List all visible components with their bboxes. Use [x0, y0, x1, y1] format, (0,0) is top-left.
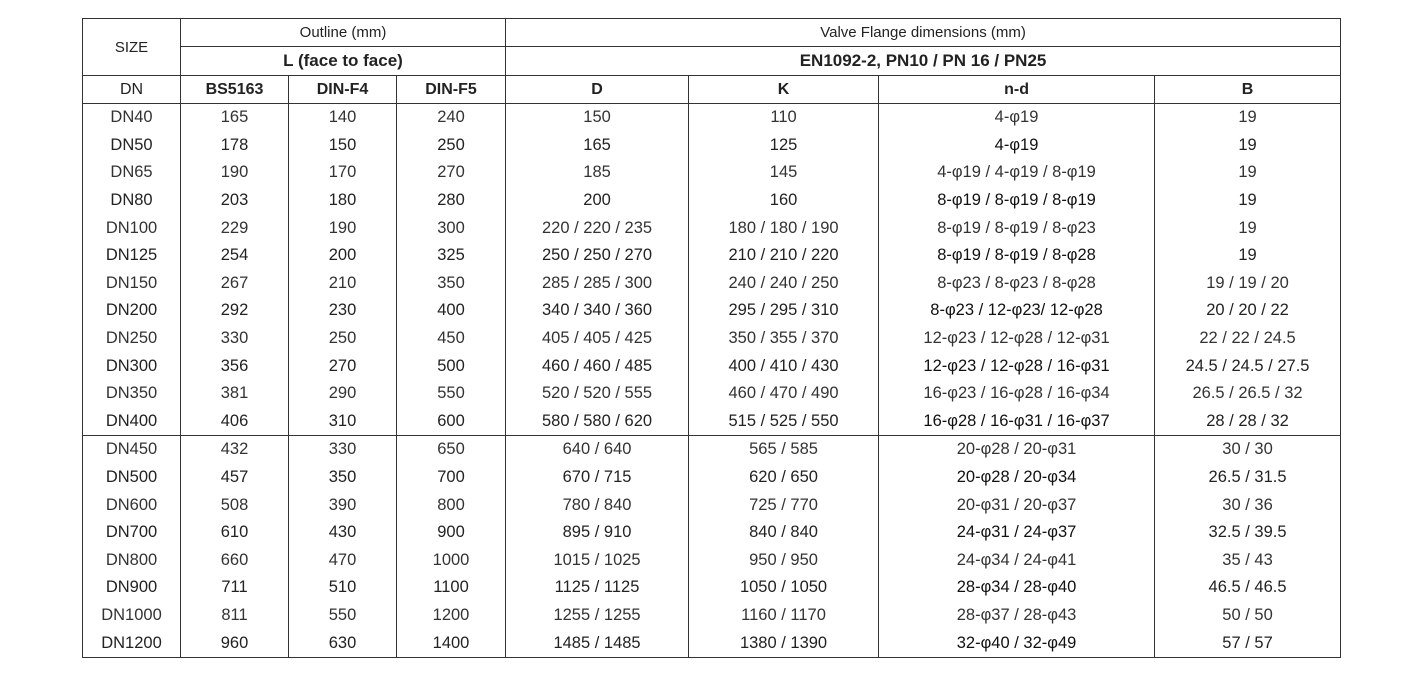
- cell-din-f4: 630: [289, 629, 397, 657]
- cell-n-d: 24-φ31 / 24-φ37: [879, 519, 1155, 547]
- cell-n-d: 8-φ19 / 8-φ19 / 8-φ28: [879, 242, 1155, 270]
- cell-d: 150: [506, 104, 689, 132]
- cell-d: 1255 / 1255: [506, 602, 689, 630]
- cell-n-d: 32-φ40 / 32-φ49: [879, 629, 1155, 657]
- cell-dn: DN50: [83, 132, 181, 160]
- cell-d: 520 / 520 / 555: [506, 380, 689, 408]
- cell-b: 19 / 19 / 20: [1155, 270, 1341, 298]
- cell-din-f4: 350: [289, 464, 397, 492]
- col-header-dn: DN: [83, 76, 181, 104]
- cell-bs5163: 178: [181, 132, 289, 160]
- cell-dn: DN800: [83, 547, 181, 575]
- cell-bs5163: 229: [181, 214, 289, 242]
- cell-d: 780 / 840: [506, 491, 689, 519]
- col-header-k: K: [689, 76, 879, 104]
- cell-n-d: 24-φ34 / 24-φ41: [879, 547, 1155, 575]
- col-header-bs5163: BS5163: [181, 76, 289, 104]
- cell-b: 19: [1155, 242, 1341, 270]
- cell-n-d: 16-φ23 / 16-φ28 / 16-φ34: [879, 380, 1155, 408]
- cell-dn: DN65: [83, 159, 181, 187]
- cell-dn: DN40: [83, 104, 181, 132]
- cell-k: 725 / 770: [689, 491, 879, 519]
- cell-n-d: 4-φ19: [879, 104, 1155, 132]
- cell-k: 145: [689, 159, 879, 187]
- dimensions-table-container: [82, 18, 1340, 658]
- cell-n-d: 8-φ19 / 8-φ19 / 8-φ23: [879, 214, 1155, 242]
- cell-din-f5: 800: [397, 491, 506, 519]
- cell-din-f5: 550: [397, 380, 506, 408]
- cell-dn: DN700: [83, 519, 181, 547]
- cell-dn: DN1000: [83, 602, 181, 630]
- cell-bs5163: 254: [181, 242, 289, 270]
- cell-din-f4: 290: [289, 380, 397, 408]
- cell-b: 20 / 20 / 22: [1155, 297, 1341, 325]
- cell-dn: DN80: [83, 187, 181, 215]
- table-row: [83, 297, 1341, 325]
- cell-n-d: 8-φ19 / 8-φ19 / 8-φ19: [879, 187, 1155, 215]
- cell-bs5163: 356: [181, 352, 289, 380]
- cell-d: 670 / 715: [506, 464, 689, 492]
- cell-bs5163: 457: [181, 464, 289, 492]
- cell-bs5163: 203: [181, 187, 289, 215]
- cell-din-f4: 150: [289, 132, 397, 160]
- cell-dn: DN450: [83, 436, 181, 464]
- cell-dn: DN125: [83, 242, 181, 270]
- cell-din-f4: 390: [289, 491, 397, 519]
- cell-b: 19: [1155, 159, 1341, 187]
- cell-din-f5: 350: [397, 270, 506, 298]
- cell-d: 185: [506, 159, 689, 187]
- cell-k: 460 / 470 / 490: [689, 380, 879, 408]
- cell-b: 46.5 / 46.5: [1155, 574, 1341, 602]
- cell-n-d: 20-φ31 / 20-φ37: [879, 491, 1155, 519]
- table-row: [83, 491, 1341, 519]
- table-body: [83, 104, 1341, 658]
- cell-b: 28 / 28 / 32: [1155, 408, 1341, 436]
- cell-k: 180 / 180 / 190: [689, 214, 879, 242]
- cell-bs5163: 381: [181, 380, 289, 408]
- cell-din-f4: 170: [289, 159, 397, 187]
- cell-b: 30 / 30: [1155, 436, 1341, 464]
- cell-d: 340 / 340 / 360: [506, 297, 689, 325]
- cell-n-d: 28-φ37 / 28-φ43: [879, 602, 1155, 630]
- cell-din-f5: 450: [397, 325, 506, 353]
- cell-b: 26.5 / 31.5: [1155, 464, 1341, 492]
- cell-din-f4: 430: [289, 519, 397, 547]
- cell-din-f4: 330: [289, 436, 397, 464]
- cell-k: 515 / 525 / 550: [689, 408, 879, 436]
- cell-dn: DN900: [83, 574, 181, 602]
- cell-n-d: 28-φ34 / 28-φ40: [879, 574, 1155, 602]
- table-row: [83, 408, 1341, 436]
- col-header-d: D: [506, 76, 689, 104]
- cell-bs5163: 960: [181, 629, 289, 657]
- valve-dimensions-table: [82, 18, 1341, 658]
- table-row: [83, 104, 1341, 132]
- cell-bs5163: 432: [181, 436, 289, 464]
- cell-n-d: 12-φ23 / 12-φ28 / 16-φ31: [879, 352, 1155, 380]
- table-row: [83, 159, 1341, 187]
- cell-b: 26.5 / 26.5 / 32: [1155, 380, 1341, 408]
- cell-k: 1160 / 1170: [689, 602, 879, 630]
- cell-b: 32.5 / 39.5: [1155, 519, 1341, 547]
- cell-din-f5: 240: [397, 104, 506, 132]
- table-row: [83, 629, 1341, 657]
- cell-d: 1015 / 1025: [506, 547, 689, 575]
- cell-d: 580 / 580 / 620: [506, 408, 689, 436]
- col-header-n-d: n-d: [879, 76, 1155, 104]
- cell-n-d: 20-φ28 / 20-φ31: [879, 436, 1155, 464]
- table-row: [83, 242, 1341, 270]
- cell-dn: DN500: [83, 464, 181, 492]
- cell-din-f4: 510: [289, 574, 397, 602]
- cell-bs5163: 406: [181, 408, 289, 436]
- cell-bs5163: 811: [181, 602, 289, 630]
- cell-k: 350 / 355 / 370: [689, 325, 879, 353]
- cell-bs5163: 330: [181, 325, 289, 353]
- cell-bs5163: 190: [181, 159, 289, 187]
- cell-k: 160: [689, 187, 879, 215]
- table-row: [83, 352, 1341, 380]
- cell-din-f4: 180: [289, 187, 397, 215]
- cell-din-f5: 1400: [397, 629, 506, 657]
- table-row: [83, 270, 1341, 298]
- cell-b: 19: [1155, 132, 1341, 160]
- cell-dn: DN400: [83, 408, 181, 436]
- cell-bs5163: 711: [181, 574, 289, 602]
- cell-b: 57 / 57: [1155, 629, 1341, 657]
- outline-header: Outline (mm): [181, 19, 506, 47]
- cell-din-f4: 140: [289, 104, 397, 132]
- cell-din-f4: 310: [289, 408, 397, 436]
- cell-k: 565 / 585: [689, 436, 879, 464]
- cell-k: 295 / 295 / 310: [689, 297, 879, 325]
- cell-b: 19: [1155, 104, 1341, 132]
- cell-d: 460 / 460 / 485: [506, 352, 689, 380]
- cell-d: 640 / 640: [506, 436, 689, 464]
- cell-k: 1050 / 1050: [689, 574, 879, 602]
- cell-d: 165: [506, 132, 689, 160]
- cell-n-d: 12-φ23 / 12-φ28 / 12-φ31: [879, 325, 1155, 353]
- cell-din-f5: 1000: [397, 547, 506, 575]
- table-row: [83, 214, 1341, 242]
- cell-k: 620 / 650: [689, 464, 879, 492]
- table-row: [83, 380, 1341, 408]
- table-row: [83, 547, 1341, 575]
- cell-d: 285 / 285 / 300: [506, 270, 689, 298]
- face-to-face-header: L (face to face): [181, 47, 506, 76]
- cell-dn: DN300: [83, 352, 181, 380]
- col-header-b: B: [1155, 76, 1341, 104]
- cell-din-f4: 250: [289, 325, 397, 353]
- cell-n-d: 16-φ28 / 16-φ31 / 16-φ37: [879, 408, 1155, 436]
- cell-d: 1125 / 1125: [506, 574, 689, 602]
- col-header-din-f4: DIN-F4: [289, 76, 397, 104]
- cell-din-f5: 500: [397, 352, 506, 380]
- cell-n-d: 4-φ19 / 4-φ19 / 8-φ19: [879, 159, 1155, 187]
- cell-b: 22 / 22 / 24.5: [1155, 325, 1341, 353]
- cell-din-f4: 210: [289, 270, 397, 298]
- cell-din-f5: 250: [397, 132, 506, 160]
- table-row: [83, 325, 1341, 353]
- table-row: [83, 464, 1341, 492]
- size-header: SIZE: [83, 19, 181, 76]
- cell-b: 30 / 36: [1155, 491, 1341, 519]
- cell-din-f5: 270: [397, 159, 506, 187]
- cell-b: 35 / 43: [1155, 547, 1341, 575]
- cell-k: 125: [689, 132, 879, 160]
- cell-din-f5: 900: [397, 519, 506, 547]
- cell-din-f4: 190: [289, 214, 397, 242]
- cell-k: 110: [689, 104, 879, 132]
- cell-k: 400 / 410 / 430: [689, 352, 879, 380]
- cell-k: 950 / 950: [689, 547, 879, 575]
- flange-header: Valve Flange dimensions (mm): [506, 19, 1341, 47]
- cell-dn: DN150: [83, 270, 181, 298]
- cell-d: 200: [506, 187, 689, 215]
- cell-k: 240 / 240 / 250: [689, 270, 879, 298]
- cell-d: 1485 / 1485: [506, 629, 689, 657]
- cell-bs5163: 165: [181, 104, 289, 132]
- cell-d: 405 / 405 / 425: [506, 325, 689, 353]
- cell-b: 19: [1155, 187, 1341, 215]
- cell-din-f5: 1200: [397, 602, 506, 630]
- cell-bs5163: 292: [181, 297, 289, 325]
- cell-bs5163: 660: [181, 547, 289, 575]
- cell-dn: DN1200: [83, 629, 181, 657]
- cell-n-d: 8-φ23 / 8-φ23 / 8-φ28: [879, 270, 1155, 298]
- cell-k: 840 / 840: [689, 519, 879, 547]
- cell-din-f4: 200: [289, 242, 397, 270]
- cell-d: 220 / 220 / 235: [506, 214, 689, 242]
- cell-din-f5: 650: [397, 436, 506, 464]
- cell-din-f5: 400: [397, 297, 506, 325]
- cell-din-f5: 1100: [397, 574, 506, 602]
- cell-n-d: 20-φ28 / 20-φ34: [879, 464, 1155, 492]
- cell-dn: DN350: [83, 380, 181, 408]
- cell-bs5163: 267: [181, 270, 289, 298]
- cell-din-f4: 230: [289, 297, 397, 325]
- cell-dn: DN200: [83, 297, 181, 325]
- cell-k: 210 / 210 / 220: [689, 242, 879, 270]
- cell-b: 24.5 / 24.5 / 27.5: [1155, 352, 1341, 380]
- cell-n-d: 8-φ23 / 12-φ23/ 12-φ28: [879, 297, 1155, 325]
- cell-din-f4: 470: [289, 547, 397, 575]
- cell-d: 895 / 910: [506, 519, 689, 547]
- cell-bs5163: 610: [181, 519, 289, 547]
- cell-b: 50 / 50: [1155, 602, 1341, 630]
- table-row: [83, 436, 1341, 464]
- cell-bs5163: 508: [181, 491, 289, 519]
- cell-dn: DN600: [83, 491, 181, 519]
- cell-din-f5: 300: [397, 214, 506, 242]
- cell-dn: DN250: [83, 325, 181, 353]
- cell-n-d: 4-φ19: [879, 132, 1155, 160]
- cell-din-f4: 550: [289, 602, 397, 630]
- cell-din-f5: 600: [397, 408, 506, 436]
- cell-d: 250 / 250 / 270: [506, 242, 689, 270]
- standard-header: EN1092-2, PN10 / PN 16 / PN25: [506, 47, 1341, 76]
- table-row: [83, 519, 1341, 547]
- cell-din-f4: 270: [289, 352, 397, 380]
- cell-k: 1380 / 1390: [689, 629, 879, 657]
- cell-din-f5: 325: [397, 242, 506, 270]
- cell-din-f5: 700: [397, 464, 506, 492]
- cell-din-f5: 280: [397, 187, 506, 215]
- table-row: [83, 602, 1341, 630]
- table-row: [83, 574, 1341, 602]
- table-row: [83, 132, 1341, 160]
- table-row: [83, 187, 1341, 215]
- cell-dn: DN100: [83, 214, 181, 242]
- col-header-din-f5: DIN-F5: [397, 76, 506, 104]
- cell-b: 19: [1155, 214, 1341, 242]
